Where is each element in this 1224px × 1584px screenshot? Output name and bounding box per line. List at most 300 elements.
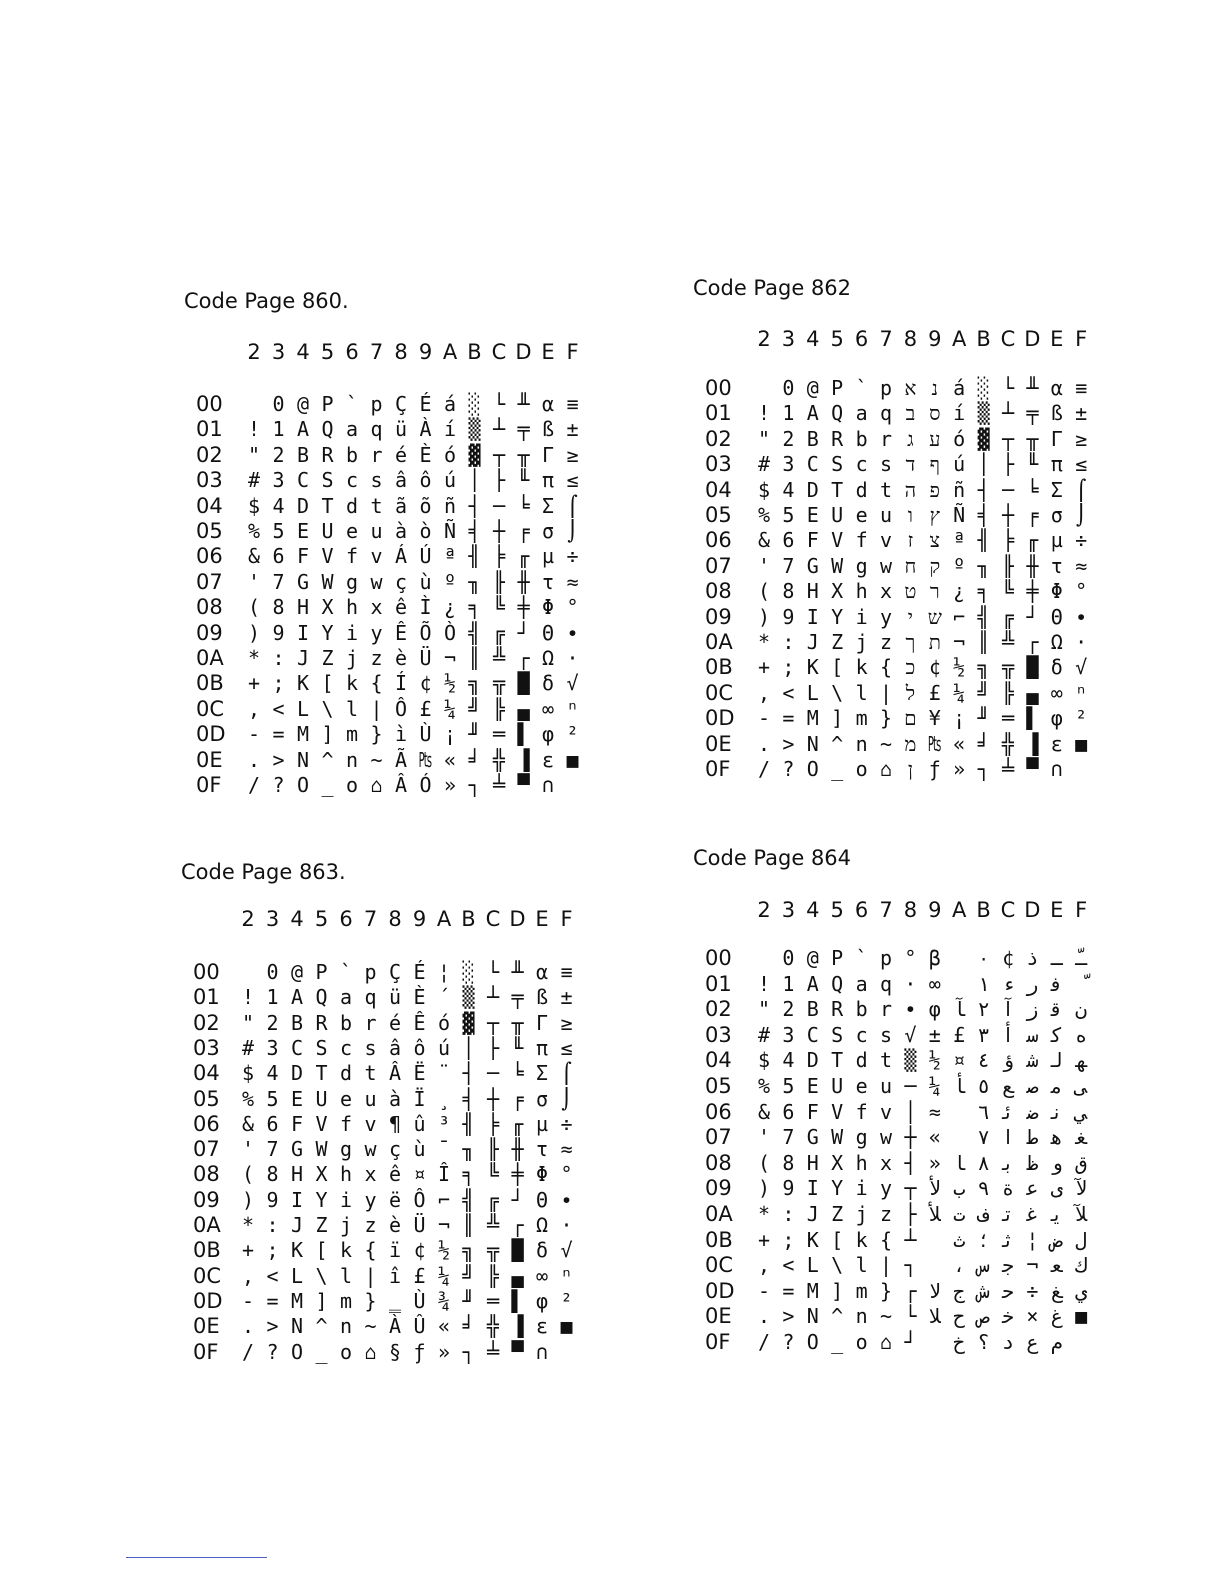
- cp-code-page-863-glyph-cell: ▀: [511, 1339, 524, 1364]
- cp-code-page-863-glyph-cell: %: [241, 1086, 255, 1111]
- cp-code-page-862-glyph-cell: &: [757, 528, 771, 553]
- cp-code-page-862-glyph-cell: A: [806, 401, 819, 426]
- cp-code-page-864-glyph-cell: ﺫ: [1026, 946, 1039, 970]
- cp-code-page-860-glyph-cell: }: [370, 722, 383, 747]
- cp-code-page-860-glyph-cell: ⌠: [566, 493, 579, 518]
- cp-code-page-862-row-header: 01: [705, 401, 732, 426]
- cp-code-page-860-glyph-cell: x: [370, 595, 383, 620]
- cp-code-page-860-glyph-cell: S: [321, 468, 334, 493]
- cp-code-page-864-glyph-cell: f: [855, 1099, 868, 1124]
- cp-code-page-862-column-header: B: [976, 327, 991, 351]
- cp-code-page-863-glyph-cell: ⌐: [437, 1187, 451, 1212]
- cp-code-page-862-glyph-cell: o: [855, 757, 868, 781]
- cp-code-page-864-glyph-cell: 4: [782, 1048, 795, 1073]
- cp-code-page-863-glyph-cell: L: [290, 1263, 304, 1288]
- cp-code-page-864-glyph-cell: ┬: [904, 1176, 917, 1201]
- cp-code-page-862-title: Code Page 862: [693, 276, 852, 300]
- cp-code-page-860-row-header: 0E: [196, 747, 223, 772]
- cp-code-page-860-glyph-cell: M: [296, 722, 310, 747]
- cp-code-page-864-row-header: 00: [705, 946, 732, 970]
- cp-code-page-860-glyph-cell: ╒: [517, 519, 530, 543]
- cp-code-page-862-glyph-cell: ░: [977, 376, 990, 400]
- cp-code-page-863-column-header: B: [461, 907, 476, 931]
- cp-code-page-862-glyph-cell: k: [855, 655, 868, 680]
- cp-code-page-862-glyph-cell: (: [757, 579, 771, 604]
- cp-code-page-863-column-header: A: [436, 907, 452, 931]
- cp-code-page-862-glyph-cell: ╓: [1026, 528, 1039, 553]
- cp-code-page-862-glyph-cell: K: [806, 655, 819, 680]
- cp-code-page-862-glyph-cell: ╥: [1026, 426, 1039, 451]
- cp-code-page-863-glyph-cell: s: [364, 1035, 377, 1060]
- cp-code-page-863-glyph-cell: =: [266, 1288, 279, 1313]
- cp-code-page-864-glyph-cell: _: [831, 1330, 844, 1354]
- cp-code-page-860-glyph-cell: Θ: [541, 620, 555, 645]
- cp-code-page-862-glyph-cell: á: [953, 376, 966, 400]
- cp-code-page-863-glyph-cell: x: [364, 1162, 377, 1187]
- cp-code-page-862-glyph-cell: ~: [879, 731, 893, 756]
- cp-code-page-862-glyph-cell: ף: [929, 452, 940, 477]
- cp-code-page-862-glyph-cell: !: [757, 401, 771, 426]
- cp-code-page-860-glyph-cell: c: [345, 468, 359, 493]
- cp-code-page-862-glyph-cell: ): [757, 604, 771, 629]
- cp-code-page-864-glyph-cell: ﺃ: [1001, 1022, 1015, 1047]
- cp-code-page-863-column-header: 3: [265, 907, 280, 931]
- cp-code-page-860-glyph-cell: ô: [419, 468, 432, 493]
- cp-code-page-863-glyph-cell: ô: [413, 1035, 426, 1060]
- cp-code-page-860-column-header: A: [442, 340, 458, 364]
- cp-code-page-864-column-header: F: [1075, 898, 1088, 922]
- cp-code-page-863-glyph-cell: Ω: [535, 1213, 549, 1237]
- cp-code-page-860-glyph-cell: é: [394, 442, 408, 467]
- cp-code-page-864-glyph-cell: &: [757, 1099, 771, 1124]
- cp-code-page-860-glyph-cell: ╔: [492, 620, 506, 645]
- cp-code-page-864-glyph-cell: b: [855, 997, 868, 1022]
- cp-code-page-860-glyph-cell: ▐: [517, 747, 530, 772]
- cp-code-page-864-glyph-cell: \: [831, 1253, 844, 1278]
- cp-code-page-860-glyph-cell: V: [321, 544, 334, 569]
- cp-code-page-862-glyph-cell: «: [953, 731, 966, 756]
- cp-code-page-863-glyph-cell: ¦: [437, 960, 451, 984]
- cp-code-page-864-glyph-cell: {: [879, 1227, 893, 1252]
- cp-code-page-860-glyph-cell: á: [443, 392, 457, 416]
- cp-code-page-864-glyph-cell: ﻑ: [977, 1202, 990, 1226]
- cp-code-page-864-glyph-cell: m: [855, 1278, 868, 1303]
- cp-code-page-864-glyph-cell: ٤: [977, 1048, 990, 1073]
- cp-code-page-864-glyph-cell: ]: [831, 1278, 844, 1303]
- cp-code-page-863-glyph-cell: ╨: [511, 960, 524, 984]
- cp-code-page-864-glyph-cell: ∞: [928, 971, 941, 996]
- cp-code-page-863-glyph-cell: T: [315, 1061, 328, 1086]
- cp-code-page-860-glyph-cell: ▒: [468, 417, 481, 442]
- cp-code-page-864-glyph-cell: ﻭ: [1050, 1150, 1063, 1175]
- cp-code-page-862-column-header: D: [1024, 327, 1041, 351]
- cp-code-page-862-glyph-cell: ⁿ: [1075, 680, 1088, 705]
- cp-code-page-863-glyph-cell: ´: [437, 985, 451, 1010]
- cp-code-page-860-column-header: 6: [345, 340, 359, 364]
- cp-code-page-860-glyph-cell: 6: [272, 544, 285, 569]
- cp-code-page-863-glyph-cell: P: [315, 960, 328, 984]
- cp-code-page-862-glyph-cell: ª: [953, 528, 966, 553]
- cp-code-page-863-glyph-cell: ⁿ: [560, 1263, 573, 1288]
- cp-code-page-862-glyph-cell: ┴: [1001, 401, 1015, 426]
- cp-code-page-860-glyph-cell: ┤: [468, 493, 481, 518]
- cp-code-page-864-glyph-cell: ﺀ: [1001, 971, 1015, 996]
- cp-code-page-862-glyph-cell: Θ: [1050, 604, 1063, 629]
- cp-code-page-860-glyph-cell: ÷: [566, 544, 579, 569]
- cp-code-page-862-glyph-cell: ח: [904, 553, 917, 578]
- cp-code-page-863-glyph-cell: ╞: [486, 1111, 500, 1136]
- cp-code-page-862-glyph-cell: ¡: [953, 706, 966, 731]
- cp-code-page-862-glyph-cell: p: [879, 376, 893, 400]
- cp-code-page-864-glyph-cell: <: [782, 1253, 795, 1278]
- cp-code-page-864-glyph-cell: ∙: [904, 997, 917, 1022]
- cp-code-page-863-glyph-cell: c: [339, 1035, 353, 1060]
- cp-code-page-860-glyph-cell: Õ: [419, 620, 432, 645]
- cp-code-page-864-glyph-cell: φ: [928, 997, 941, 1022]
- cp-code-page-862-glyph-cell: ╛: [977, 731, 990, 756]
- cp-code-page-860-glyph-cell: ▌: [517, 722, 530, 747]
- cp-code-page-863-glyph-cell: U: [315, 1086, 328, 1111]
- cp-code-page-860-glyph-cell: !: [247, 417, 261, 442]
- cp-code-page-863-glyph-cell: v: [364, 1111, 377, 1136]
- cp-code-page-864-glyph-cell: %: [757, 1074, 771, 1098]
- cp-code-page-864-glyph-cell: ﻣ: [1050, 1074, 1063, 1098]
- cp-code-page-864-glyph-cell: ﺣ: [1001, 1278, 1015, 1303]
- cp-code-page-860-glyph-cell: G: [296, 569, 310, 594]
- cp-code-page-862-glyph-cell: S: [831, 452, 844, 477]
- cp-code-page-864-glyph-cell: T: [831, 1048, 844, 1073]
- cp-code-page-863-glyph-cell: A: [290, 985, 304, 1010]
- cp-code-page-860-glyph-cell: Ü: [419, 646, 432, 670]
- cp-code-page-860-glyph-cell: ╕: [468, 595, 481, 620]
- cp-code-page-863-glyph-cell: ³: [437, 1111, 451, 1136]
- cp-code-page-862-glyph-cell: M: [806, 706, 819, 731]
- cp-code-page-860-glyph-cell: Q: [321, 417, 334, 442]
- cp-code-page-863-glyph-cell: ═: [486, 1288, 500, 1313]
- cp-code-page-862-glyph-cell: v: [879, 528, 893, 553]
- cp-code-page-860-glyph-cell: l: [345, 696, 359, 721]
- cp-code-page-864-glyph-cell: ،: [953, 1253, 966, 1278]
- cp-code-page-862-row-header: 04: [705, 477, 732, 502]
- cp-code-page-862-glyph-cell: Φ: [1050, 579, 1063, 604]
- cp-code-page-864-glyph-cell: X: [831, 1150, 844, 1175]
- cp-code-page-863-column-header: E: [535, 907, 549, 931]
- cp-code-page-864-glyph-cell: (: [757, 1150, 771, 1175]
- cp-code-page-862-glyph-cell: 2: [782, 426, 795, 451]
- cp-code-page-860-glyph-cell: ≡: [566, 392, 579, 416]
- cp-code-page-863-glyph-cell: ï: [388, 1238, 402, 1263]
- cp-code-page-864-glyph-cell: ﻋ: [1026, 1176, 1039, 1201]
- cp-code-page-863-glyph-cell: ;: [266, 1238, 279, 1263]
- cp-code-page-860-title: Code Page 860.: [184, 289, 349, 313]
- cp-code-page-860-glyph-cell: »: [443, 773, 457, 797]
- cp-code-page-860-glyph-cell: É: [419, 392, 432, 416]
- cp-code-page-863-glyph-cell: ░: [462, 960, 475, 984]
- cp-code-page-860-glyph-cell: ║: [468, 646, 481, 670]
- cp-code-page-862-glyph-cell: @: [806, 376, 819, 400]
- cp-code-page-863-glyph-cell: Φ: [535, 1162, 549, 1187]
- cp-code-page-860-glyph-cell: ═: [492, 722, 506, 747]
- cp-code-page-862-glyph-cell: כ: [905, 655, 916, 680]
- cp-code-page-860-glyph-cell: z: [370, 646, 383, 670]
- cp-code-page-863-column-header: F: [560, 907, 573, 931]
- cp-code-page-863-column-header: D: [509, 907, 526, 931]
- cp-code-page-864-glyph-cell: C: [806, 1022, 819, 1047]
- cp-code-page-863-glyph-cell: 0: [266, 960, 279, 984]
- cp-code-page-860-column-header: E: [541, 340, 555, 364]
- cp-code-page-860-glyph-cell: D: [296, 493, 310, 518]
- cp-code-page-862-glyph-cell: ט: [904, 579, 917, 604]
- cp-code-page-860-glyph-cell: Ã: [394, 747, 408, 772]
- cp-code-page-862-glyph-cell: L: [806, 680, 819, 705]
- cp-code-page-862-glyph-cell: י: [907, 604, 914, 629]
- cp-code-page-862-glyph-cell: ק: [929, 553, 941, 578]
- cp-code-page-863-glyph-cell: R: [315, 1010, 328, 1035]
- cp-code-page-860-glyph-cell: d: [345, 493, 359, 518]
- cp-code-page-864-glyph-cell: .: [757, 1304, 771, 1329]
- cp-code-page-860-glyph-cell: C: [296, 468, 310, 493]
- cp-code-page-864-glyph-cell: 6: [782, 1099, 795, 1124]
- cp-code-page-864-glyph-cell: ﺽ: [1050, 1227, 1063, 1252]
- cp-code-page-863-glyph-cell: ⌠: [560, 1061, 573, 1086]
- cp-code-page-860-glyph-cell: ╥: [517, 442, 530, 467]
- cp-code-page-860-glyph-cell: r: [370, 442, 383, 467]
- cp-code-page-862-glyph-cell: _: [831, 757, 844, 781]
- cp-code-page-863-glyph-cell: ╜: [462, 1288, 475, 1313]
- cp-code-page-862-glyph-cell: τ: [1050, 553, 1063, 578]
- cp-code-page-864-column-header: 8: [903, 898, 918, 922]
- cp-code-page-860-glyph-cell: ¢: [419, 671, 432, 696]
- cp-code-page-860-glyph-cell: ╢: [468, 544, 481, 569]
- cp-code-page-864-column-header: 6: [854, 898, 869, 922]
- cp-code-page-860-glyph-cell: ▓: [468, 442, 481, 467]
- cp-code-page-862-glyph-cell: G: [806, 553, 819, 578]
- cp-code-page-863-glyph-cell: {: [364, 1238, 377, 1263]
- cp-code-page-863-glyph-cell: r: [364, 1010, 377, 1035]
- cp-code-page-860-glyph-cell: ì: [394, 722, 408, 747]
- cp-code-page-863-glyph-cell: Ë: [413, 1061, 426, 1086]
- cp-code-page-860-glyph-cell: ┘: [517, 620, 530, 645]
- cp-code-page-862-glyph-cell: ▐: [1026, 731, 1039, 756]
- cp-code-page-864-glyph-cell: w: [879, 1125, 893, 1150]
- cp-code-page-863-glyph-cell: ^: [315, 1314, 328, 1339]
- cp-code-page-862-glyph-cell: π: [1050, 452, 1063, 477]
- cp-code-page-862-glyph-cell: נ: [931, 376, 939, 400]
- cp-code-page-864-glyph-cell: 7: [782, 1125, 795, 1150]
- cp-code-page-864-glyph-cell: 2: [782, 997, 795, 1022]
- cp-code-page-862-glyph-cell: {: [879, 655, 893, 680]
- cp-code-page-863-glyph-cell: î: [388, 1263, 402, 1288]
- cp-code-page-863-glyph-cell: ‗: [388, 1288, 402, 1313]
- cp-code-page-863-glyph-cell: ¤: [413, 1162, 426, 1187]
- cp-code-page-864-glyph-cell: ﻧ: [1050, 1099, 1063, 1124]
- cp-code-page-860-glyph-cell: ¡: [443, 722, 457, 747]
- cp-code-page-862-glyph-cell: +: [757, 655, 771, 680]
- cp-code-page-862-column-header: 6: [854, 327, 869, 351]
- cp-code-page-863-glyph-cell: ╬: [486, 1314, 500, 1339]
- cp-code-page-862-glyph-cell: ∩: [1050, 757, 1063, 781]
- cp-code-page-864-glyph-cell: ': [757, 1125, 771, 1150]
- cp-code-page-860-glyph-cell: <: [272, 696, 285, 721]
- cp-code-page-863-glyph-cell: D: [290, 1061, 304, 1086]
- cp-code-page-864-glyph-cell: ﺋ: [1001, 1099, 1015, 1124]
- cp-code-page-862-glyph-cell: J: [806, 630, 819, 654]
- cp-code-page-864-glyph-cell: ﻡ: [1050, 1330, 1063, 1354]
- cp-code-page-860-glyph-cell: \: [321, 696, 334, 721]
- cp-code-page-860-glyph-cell: ┌: [517, 646, 530, 670]
- cp-code-page-864-glyph-cell: h: [855, 1150, 868, 1175]
- cp-code-page-863-row-header: 0A: [193, 1213, 221, 1237]
- cp-code-page-863-glyph-cell: >: [266, 1314, 279, 1339]
- cp-code-page-860-glyph-cell: @: [296, 392, 310, 416]
- cp-code-page-860-glyph-cell: ~: [370, 747, 383, 772]
- cp-code-page-863-glyph-cell: 3: [266, 1035, 279, 1060]
- cp-code-page-862-glyph-cell: ╫: [1026, 553, 1039, 578]
- cp-code-page-860-glyph-cell: q: [370, 417, 383, 442]
- cp-code-page-862-glyph-cell: ¥: [928, 706, 941, 731]
- cp-code-page-864-glyph-cell: ﻊ: [1001, 1074, 1015, 1098]
- cp-code-page-864-row-header: 03: [705, 1022, 732, 1047]
- cp-code-page-864-glyph-cell: ٧: [977, 1125, 990, 1150]
- cp-code-page-863-glyph-cell: φ: [535, 1288, 549, 1313]
- cp-code-page-860-glyph-cell: Z: [321, 646, 334, 670]
- cp-code-page-862-glyph-cell: ∞: [1050, 680, 1063, 705]
- cp-code-page-863-glyph-cell: Q: [315, 985, 328, 1010]
- cp-code-page-864-glyph-cell: ﺄ: [953, 1074, 966, 1098]
- cp-code-page-862-glyph-cell: <: [782, 680, 795, 705]
- cp-code-page-864-row-header: 04: [705, 1048, 732, 1073]
- cp-code-page-863-glyph-cell: ]: [315, 1288, 328, 1313]
- cp-code-page-860-glyph-cell: B: [296, 442, 310, 467]
- cp-code-page-860-glyph-cell: ╖: [468, 569, 481, 594]
- cp-code-page-862-glyph-cell: =: [782, 706, 795, 731]
- cp-code-page-862-glyph-cell: h: [855, 579, 868, 604]
- cp-code-page-862-glyph-cell: ת: [928, 630, 941, 654]
- cp-code-page-863-glyph-cell: f: [339, 1111, 353, 1136]
- cp-code-page-862-glyph-cell: c: [855, 452, 868, 477]
- cp-code-page-863-glyph-cell: F: [290, 1111, 304, 1136]
- cp-code-page-860-glyph-cell: ╛: [468, 747, 481, 772]
- cp-code-page-863-glyph-cell: ╝: [462, 1263, 475, 1288]
- cp-code-page-863-row-header: 0F: [193, 1339, 219, 1364]
- cp-code-page-862-glyph-cell: ▀: [1026, 757, 1039, 781]
- cp-code-page-862-glyph-cell: ┬: [1001, 426, 1015, 451]
- cp-code-page-864-glyph-cell: @: [806, 946, 819, 970]
- cp-code-page-862-glyph-cell: ╦: [1001, 655, 1015, 680]
- cp-code-page-864-glyph-cell: ^: [831, 1304, 844, 1329]
- cp-code-page-863-glyph-cell: â: [388, 1035, 402, 1060]
- cp-code-page-860-glyph-cell: u: [370, 519, 383, 543]
- cp-code-page-863-glyph-cell: ú: [437, 1035, 451, 1060]
- cp-code-page-862-glyph-cell: N: [806, 731, 819, 756]
- cp-code-page-863-row-header: 01: [193, 985, 220, 1010]
- cp-code-page-863-glyph-cell: V: [315, 1111, 328, 1136]
- cp-code-page-864-glyph-cell: [1069, 972, 1093, 997]
- cp-code-page-864-row-header: 08: [705, 1150, 732, 1175]
- cp-code-page-862-glyph-cell: ה: [904, 477, 917, 502]
- cp-code-page-864-glyph-cell: ﺙ: [953, 1227, 966, 1252]
- cp-code-page-862-glyph-cell: ╗: [977, 655, 990, 680]
- cp-code-page-860-glyph-cell: ∙: [566, 620, 579, 645]
- cp-code-page-862-glyph-cell: α: [1050, 376, 1063, 400]
- cp-code-page-862-glyph-cell: e: [855, 503, 868, 527]
- cp-code-page-860-glyph-cell: ┐: [468, 773, 481, 797]
- cp-code-page-862-row-header: 00: [705, 376, 732, 400]
- cp-code-page-862-glyph-cell: 1: [782, 401, 795, 426]
- cp-code-page-864-glyph-cell: ٨: [977, 1150, 990, 1175]
- cp-code-page-860-glyph-cell: H: [296, 595, 310, 620]
- cp-code-page-862-column-header: 8: [903, 327, 918, 351]
- cp-code-page-862-glyph-cell: ñ: [953, 477, 966, 502]
- cp-code-page-864-glyph-cell: ﻉ: [1026, 1330, 1039, 1354]
- cp-code-page-862-glyph-cell: ב: [905, 401, 916, 426]
- cp-code-page-862-glyph-cell: ₧: [928, 731, 941, 756]
- cp-code-page-862-row-header: 0C: [705, 680, 734, 705]
- cp-code-page-862-glyph-cell: ¬: [953, 630, 966, 654]
- cp-code-page-860-glyph-cell: p: [370, 392, 383, 416]
- cp-code-page-862-glyph-cell: q: [879, 401, 893, 426]
- cp-code-page-860-glyph-cell: ╫: [517, 569, 530, 594]
- cp-code-page-860-glyph-cell: α: [541, 392, 555, 416]
- cp-code-page-862-glyph-cell: X: [831, 579, 844, 604]
- cp-code-page-860-glyph-cell: ò: [419, 519, 432, 543]
- cp-code-page-864-glyph-cell: ٣: [977, 1022, 990, 1047]
- cp-code-page-863-glyph-cell: :: [266, 1213, 279, 1237]
- cp-code-page-864-glyph-cell: ¢: [1001, 946, 1015, 970]
- cp-code-page-862-glyph-cell: φ: [1050, 706, 1063, 731]
- cp-code-page-863-row-header: 05: [193, 1086, 220, 1111]
- footnote-rule: [126, 1557, 267, 1558]
- cp-code-page-862-glyph-cell: ל: [905, 680, 916, 705]
- cp-code-page-863-row-header: 02: [193, 1010, 220, 1035]
- cp-code-page-860-glyph-cell: ╬: [492, 747, 506, 772]
- cp-code-page-864-glyph-cell: ﻍ: [1050, 1304, 1063, 1329]
- cp-code-page-863-glyph-cell: É: [413, 960, 426, 984]
- cp-code-page-860-row-header: 02: [196, 442, 223, 467]
- cp-code-page-863-glyph-cell: [: [315, 1238, 328, 1263]
- cp-code-page-864-glyph-cell: ┌: [904, 1278, 917, 1303]
- cp-code-page-863-glyph-cell: ²: [560, 1288, 573, 1313]
- cp-code-page-860-glyph-cell: ╘: [517, 493, 530, 518]
- cp-code-page-864-glyph-cell: ﺯ: [1026, 997, 1039, 1022]
- cp-code-page-864-column-header: 7: [879, 898, 893, 922]
- cp-code-page-864-glyph-cell: ﻅ: [1026, 1150, 1039, 1175]
- cp-code-page-864-glyph-cell: ~: [879, 1304, 893, 1329]
- cp-code-page-862-row-header: 09: [705, 604, 732, 629]
- cp-code-page-862-glyph-cell: ╡: [977, 503, 990, 527]
- cp-code-page-863-glyph-cell: ╓: [511, 1111, 524, 1136]
- cp-code-page-862-glyph-cell: 0: [782, 376, 795, 400]
- cp-code-page-864-glyph-cell: 1: [782, 971, 795, 996]
- cp-code-page-864-row-header: 0F: [705, 1330, 731, 1354]
- cp-code-page-862-glyph-cell: ו: [907, 503, 913, 527]
- cp-code-page-863-glyph-cell: ╫: [511, 1137, 524, 1162]
- cp-code-page-864-glyph-cell: v: [879, 1099, 893, 1124]
- cp-code-page-862-glyph-cell: D: [806, 477, 819, 502]
- cp-code-page-863-glyph-cell: ƒ: [413, 1339, 426, 1364]
- cp-code-page-862-glyph-cell: ■: [1075, 731, 1088, 756]
- cp-code-page-864-glyph-cell: ¦: [1026, 1227, 1039, 1252]
- cp-code-page-863-glyph-cell: │: [462, 1035, 475, 1060]
- cp-code-page-863-glyph-cell: û: [413, 1111, 426, 1136]
- cp-code-page-862-glyph-cell: ╝: [977, 680, 990, 705]
- cp-code-page-864-glyph-cell: z: [879, 1202, 893, 1226]
- cp-code-page-864-glyph-cell: ¼: [928, 1074, 941, 1098]
- cp-code-page-864-glyph-cell: W: [831, 1125, 844, 1150]
- cp-code-page-864-glyph-cell: ﺓ: [1001, 1176, 1015, 1201]
- cp-code-page-860-glyph-cell: ╠: [492, 696, 506, 721]
- cp-code-page-864-glyph-cell: >: [782, 1304, 795, 1329]
